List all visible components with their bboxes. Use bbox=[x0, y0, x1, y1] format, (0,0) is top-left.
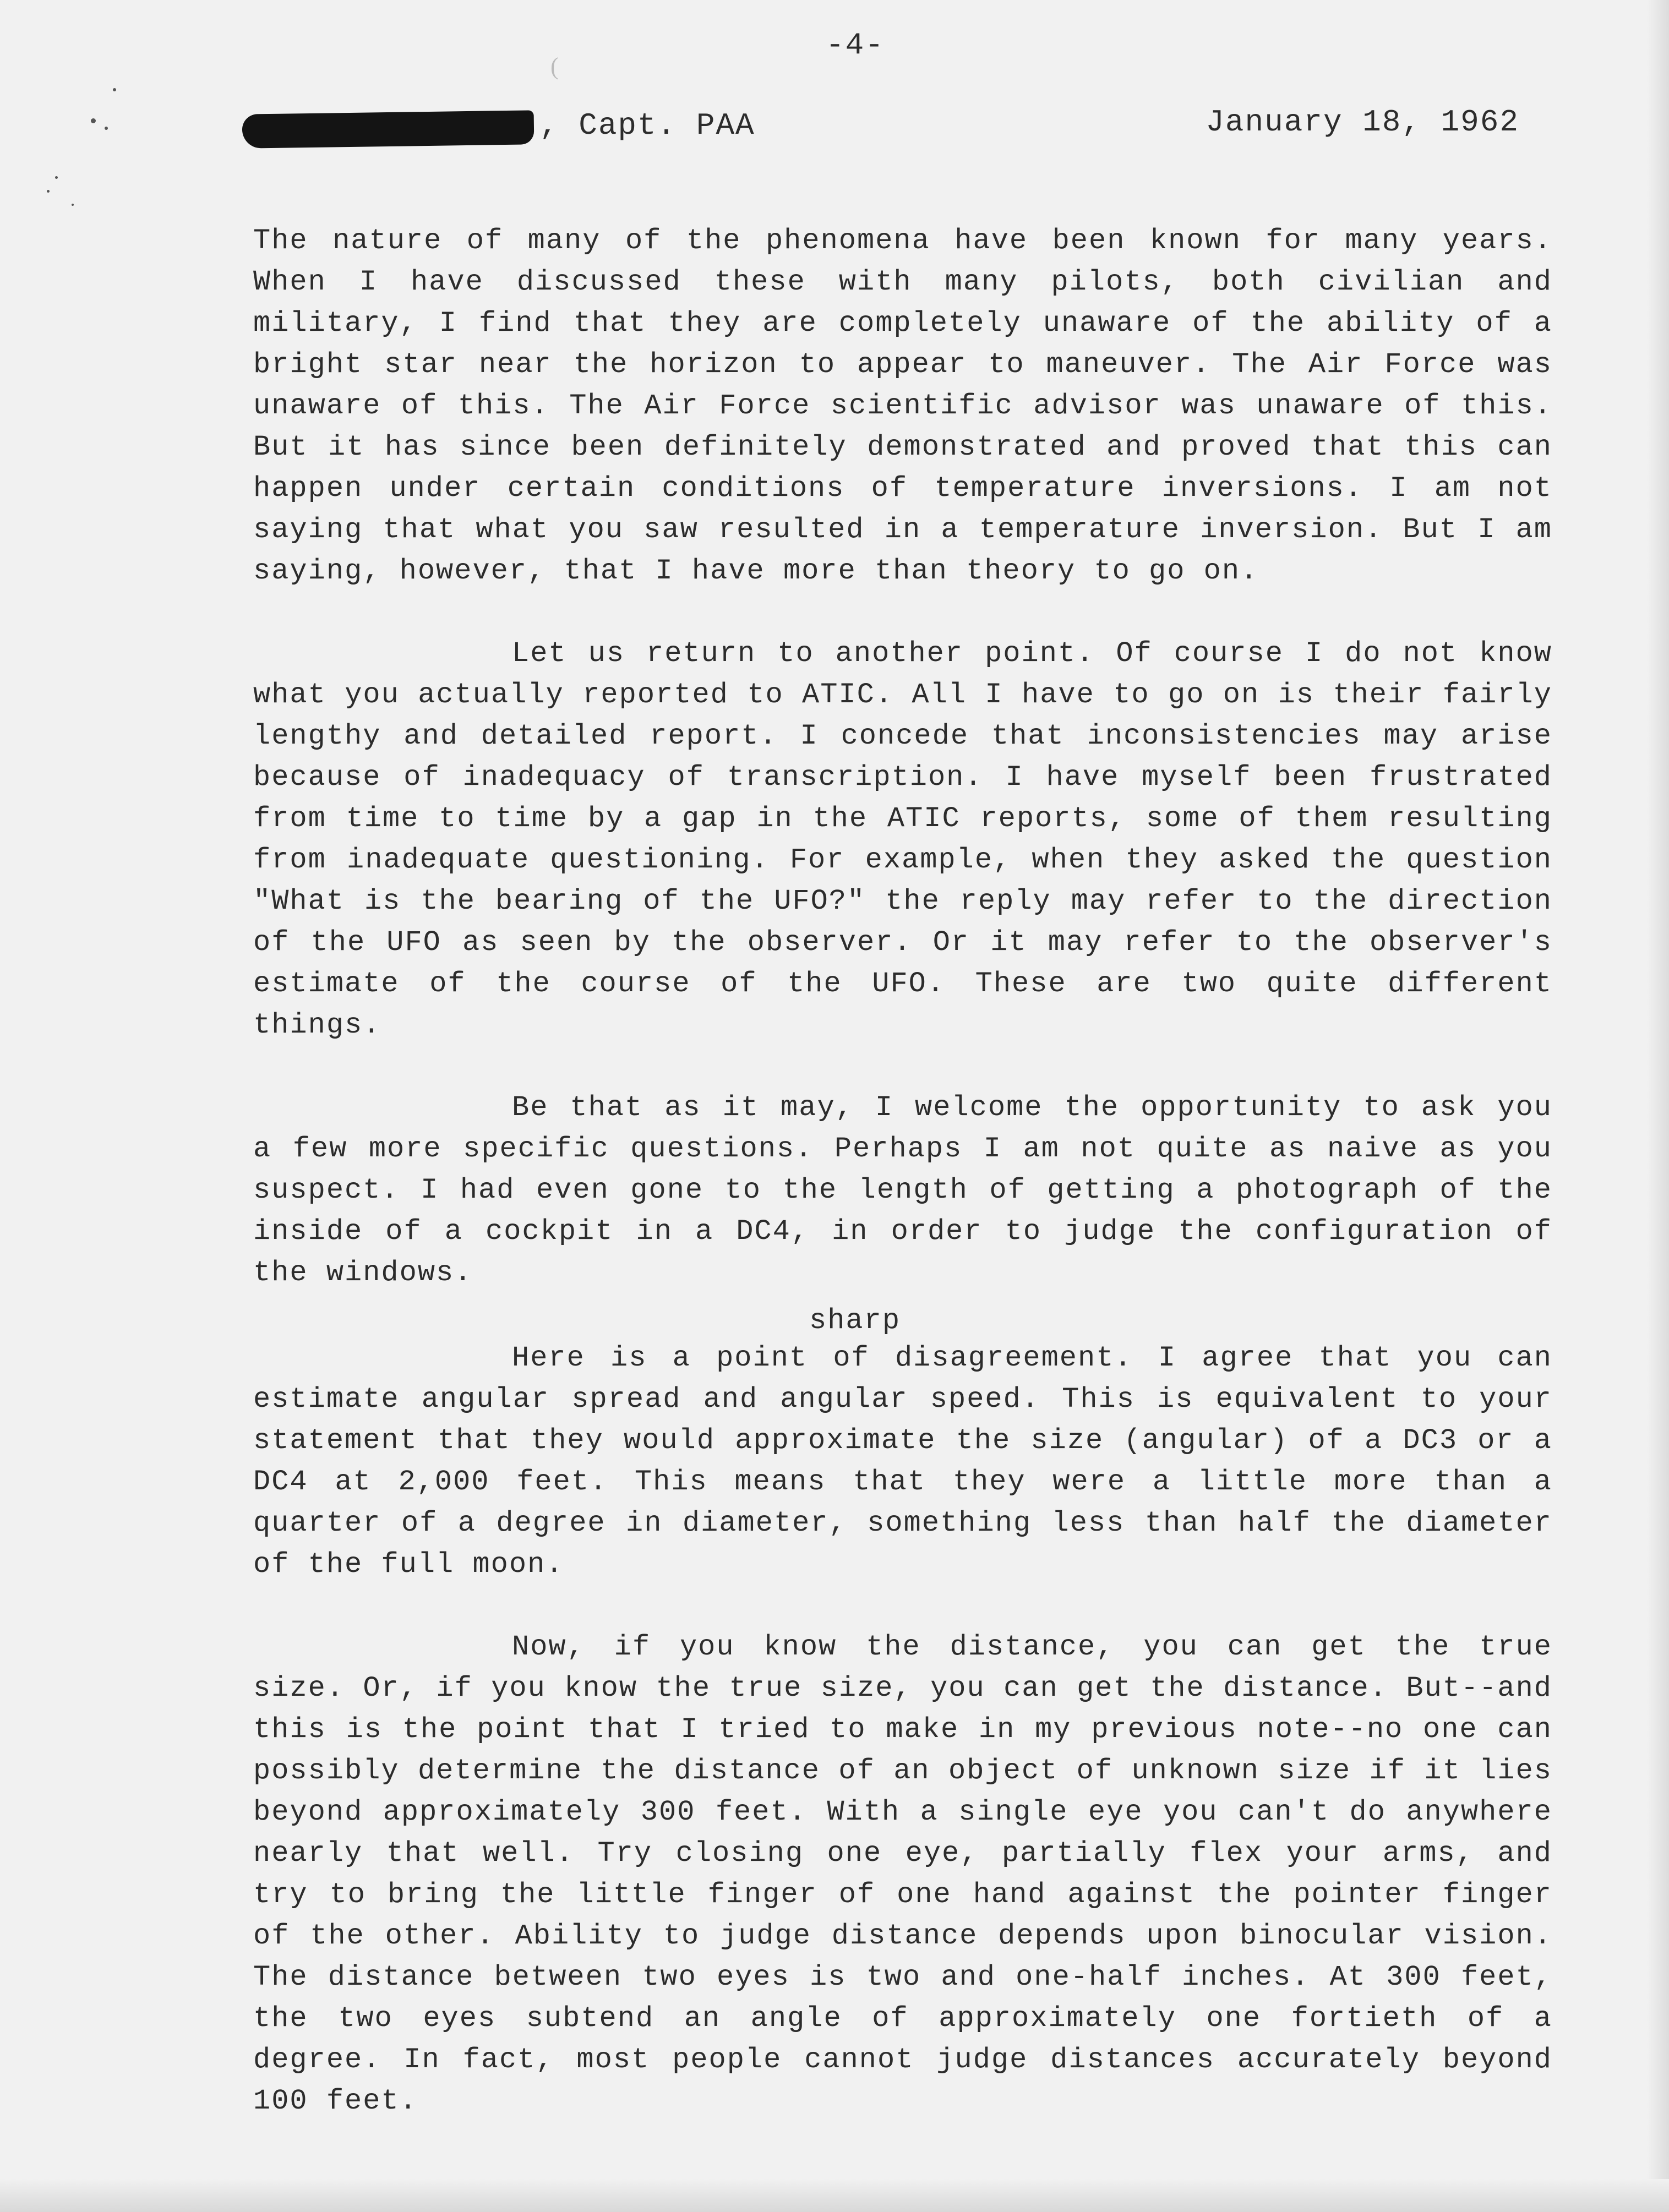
page-bottom-shadow bbox=[0, 2179, 1669, 2212]
letter-body bbox=[253, 220, 1552, 2122]
paragraph-1: The nature of many of the phenomena have been known for many years. When I have discussed these with many pilots, both civilian and military, I find that they are completely unaware of the ability of a bright star near the horizon to appear to maneuver. The Air Force was unaware of this. The Air Force scientific advisor was unaware of this. But it has since been definitely demonstrated and proved that this can happen under certain conditions of temperature inversions. I am not saying that what you saw resulted in a temperature inversion. But I am saying, however, that I have more than theory to go on. bbox=[253, 225, 1552, 587]
page-number: -4- bbox=[826, 28, 885, 63]
redacted-name bbox=[242, 110, 534, 148]
recipient-title: , Capt. PAA bbox=[539, 108, 755, 143]
letter-date: January 18, 1962 bbox=[1206, 105, 1519, 140]
stray-mark: ( bbox=[550, 53, 559, 80]
paragraph-4: Here is a point of disagreement. I agree that you can estimate angular spread and angular speed. This is equivalent to your statement that they would approximate the size (angular) of a DC3 or a DC4 at 2,000 feet. This means that they were a little more than a quarter of a degree in diameter, something less than half the diameter of the full moon. bbox=[253, 1342, 1552, 1581]
handwritten-insert: sharp bbox=[809, 1304, 901, 1337]
paragraph-5: Now, if you know the distance, you can get the true size. Or, if you know the true size, you can get the distance. But--and this is the point that I tried to make in my previous note--no one can possibly determine the distance of an object of unknown size if it lies beyond approximately 300 feet. With a single eye you can't do anywhere nearly that well. Try closing one eye, partially flex your arms, and try to bring the little finger of one hand against the pointer finger of the other. Ability to judge distance depends upon binocular vision. The distance between two eyes is two and one-half inches. At 300 feet, the two eyes subtend an angle of approximately one fortieth of a degree. In fact, most people cannot judge distances accurately beyond 100 feet. bbox=[253, 1631, 1552, 2117]
paragraph-2: Let us return to another point. Of course I do not know what you actually reported to ATIC. All I have to go on is their fairly lengthy and detailed report. I concede that inconsistencies may arise because of inadequacy of transcription. I have myself been frustrated from time to time by a gap in the ATIC reports, some of them resulting from inadequate questioning. For example, when they asked the question "What is the bearing of the UFO?" the reply may refer to the direction of the UFO as seen by the observer. Or it may refer to the observer's estimate of the course of the UFO. These are two quite different things. bbox=[253, 637, 1552, 1041]
scan-specks bbox=[0, 0, 165, 220]
letter-header bbox=[242, 105, 1530, 154]
page-edge-shadow bbox=[1647, 0, 1669, 2212]
paragraph-3: Be that as it may, I welcome the opportunity to ask you a few more specific questions. Perhaps I am not quite as naive as you suspect. I had even gone to the length of getting a photograph of the inside of a cockpit in a DC4, in order to judge the configuration of the windows. bbox=[253, 1091, 1552, 1289]
